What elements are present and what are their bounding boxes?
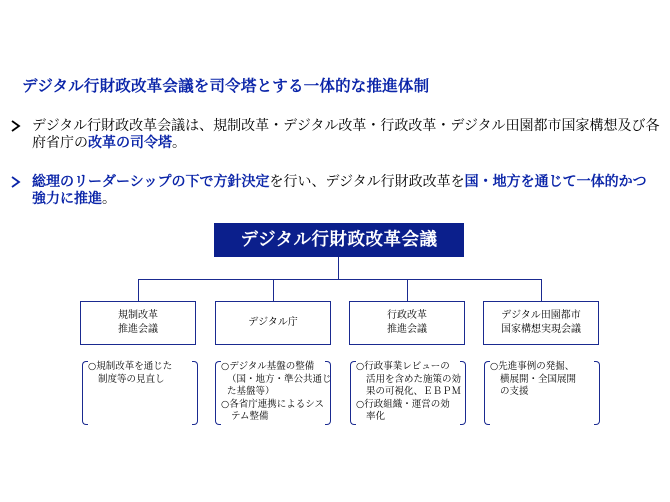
org-description bbox=[88, 361, 192, 425]
org-description bbox=[221, 361, 332, 425]
org-name-line: 行政改革 bbox=[387, 310, 427, 321]
description-line: ○行政事業レビューの bbox=[356, 361, 450, 372]
org-name-line: 推進会議 bbox=[387, 324, 427, 335]
description-line: 横展開・全国展開 bbox=[500, 373, 577, 385]
bullet-1 bbox=[10, 118, 660, 152]
org-name-line: デジタル田園都市 bbox=[501, 310, 581, 321]
description-line: 活用を含めた施策の効 bbox=[366, 373, 462, 385]
page-title: デジタル行財政改革会議を司令塔とする一体的な推進体制 bbox=[22, 77, 430, 95]
org-box-digital-agency bbox=[215, 301, 331, 345]
connector-branch bbox=[138, 279, 139, 301]
bullet-2-highlight-a: 総理のリーダーシップの下で方針決定 bbox=[32, 174, 270, 190]
bullet-2-highlight-b: 国・地方を通じて一体的かつ強力に推進 bbox=[32, 174, 647, 207]
connector-branch bbox=[407, 279, 408, 301]
bullet-1-text-b: 。 bbox=[172, 135, 186, 151]
description-line: 果の可視化、ＥＢＰＭ bbox=[366, 386, 462, 397]
org-name-line: 推進会議 bbox=[118, 324, 158, 335]
connector-branch bbox=[541, 279, 542, 301]
org-description bbox=[356, 361, 460, 425]
council-box: デジタル行財政改革会議 bbox=[214, 223, 464, 257]
connector-trunk bbox=[338, 257, 339, 279]
description-line: ○規制改革を通じた bbox=[88, 361, 173, 372]
description-line: ○行政組織・運営の効 bbox=[356, 398, 450, 410]
arrow-bullet-icon bbox=[10, 118, 22, 134]
connector-branch bbox=[273, 279, 274, 301]
description-line: テム整備 bbox=[231, 411, 269, 422]
description-line: の支援 bbox=[500, 386, 529, 397]
bullet-2-text-a: を行い、デジタル行財政改革を bbox=[269, 174, 465, 190]
bullet-1-highlight: 改革の司令塔 bbox=[88, 135, 172, 151]
description-line: 率化 bbox=[366, 411, 386, 422]
org-description bbox=[490, 361, 594, 425]
org-name-line: 規制改革 bbox=[118, 310, 158, 321]
org-box-digital-garden-city bbox=[483, 301, 599, 345]
description-line: 制度等の見直し bbox=[98, 373, 165, 385]
bullet-2 bbox=[10, 174, 660, 208]
description-line: ○先進事例の発掘、 bbox=[490, 361, 575, 372]
arrow-bullet-icon bbox=[10, 174, 22, 190]
org-box-administrative-reform bbox=[349, 301, 465, 345]
description-line: ○デジタル基盤の整備 bbox=[221, 361, 315, 372]
org-name-line: デジタル庁 bbox=[248, 317, 298, 328]
description-line: た基盤等） bbox=[227, 386, 275, 397]
bullet-1-text-a: デジタル行財政改革会議は、規制改革・デジタル改革・行政改革・デジタル田園都市国家構想及び各府省庁の bbox=[32, 118, 660, 151]
description-line: （国・地方・準公共通じ bbox=[227, 373, 332, 385]
description-line: ○各省庁連携によるシス bbox=[221, 398, 325, 410]
org-name-line: 国家構想実現会議 bbox=[501, 324, 581, 335]
bullet-2-text-b: 。 bbox=[102, 191, 116, 207]
connector-horizontal bbox=[138, 279, 541, 280]
org-box-regulatory-reform bbox=[80, 301, 196, 345]
